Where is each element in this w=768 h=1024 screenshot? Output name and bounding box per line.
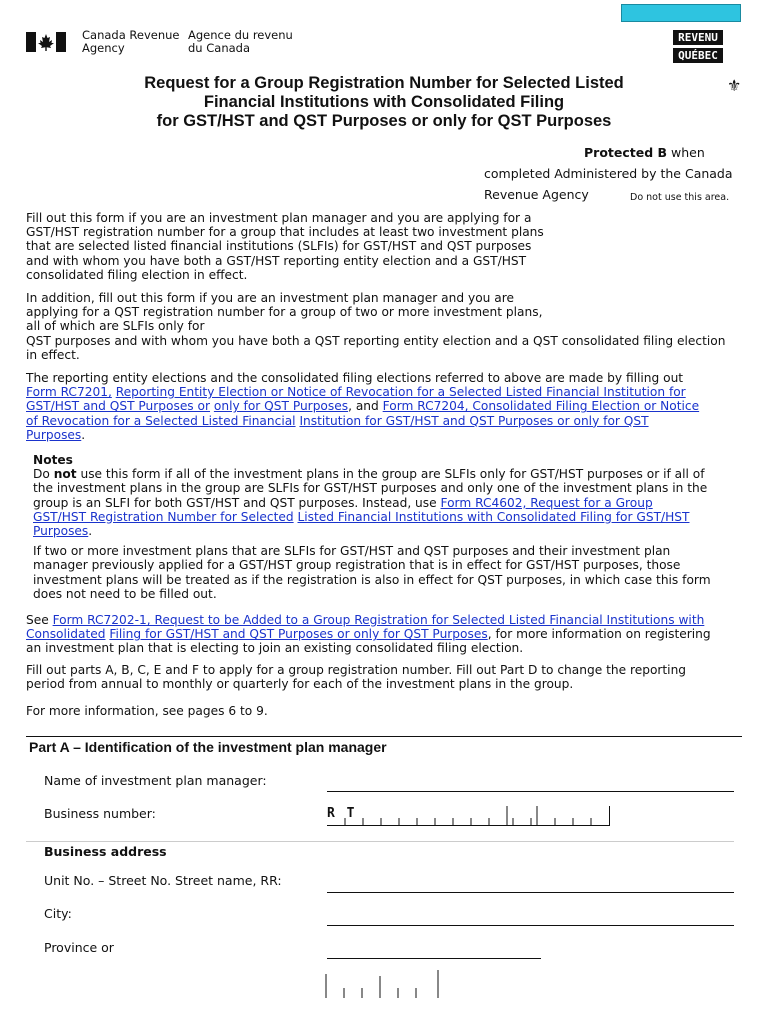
- business-address-divider: [26, 841, 734, 842]
- business-number-input[interactable]: [327, 806, 610, 826]
- link-form-rc7201[interactable]: Form RC7201,: [26, 385, 112, 400]
- street-address-label: Unit No. – Street No. Street name, RR:: [44, 873, 282, 888]
- link-form-rc7202-1-title-2[interactable]: Filing for GST/HST and QST Purposes or only for QST Purposes: [109, 627, 488, 642]
- link-form-rc7201-title-3[interactable]: only for QST Purposes: [213, 399, 349, 414]
- fill-out-instructions: Fill out parts A, B, C, E and F to apply for a group registration number. Fill out Part D to change the reporting period from annual to monthly or quarterly for each of the investment plans in the group.: [26, 663, 687, 692]
- intro-paragraph-3: The reporting entity elections and the consolidated filing elections referred to above are made by filling out Form RC7201, Reporting Entity Election or Notice of Revocation for a Selected Listed Financial Institution for GST/HST and QST Purposes or only for QST Purposes, and Form RC7204, Consolidated Filing Election or Notice of Revocation for a Selected Listed Financial Institution for GST/HST and QST Purposes or only for QST Purposes.: [26, 371, 700, 442]
- revenu-quebec-logo: REVENU QUÉBEC: [673, 30, 723, 68]
- link-form-rc7204-title-2[interactable]: Institution for GST/HST and QST Purposes or only for QST: [299, 413, 649, 428]
- link-form-rc7204[interactable]: Form RC7204, Consolidated Filing Election or Notice: [382, 399, 700, 414]
- link-form-rc7202-1-title[interactable]: Consolidated: [26, 627, 106, 642]
- business-number-label: Business number:: [44, 806, 156, 821]
- manager-name-label: Name of investment plan manager:: [44, 773, 267, 788]
- link-form-rc4602-title[interactable]: GST/HST Registration Number for Selected: [33, 509, 294, 524]
- link-form-rc7201-title[interactable]: Reporting Entity Election or Notice of Revocation for a Selected Listed Financial Institution for: [115, 385, 686, 400]
- link-form-rc7201-title-2[interactable]: GST/HST and QST Purposes or: [26, 399, 211, 414]
- canada-flag-icon: [26, 32, 66, 52]
- city-input[interactable]: [327, 925, 734, 926]
- part-a-heading: Part A – Identification of the investment plan manager: [29, 739, 387, 755]
- street-address-input[interactable]: [327, 892, 734, 893]
- link-form-rc4602-title-2[interactable]: Listed Financial Institutions with Consolidated Filing for GST/HST: [297, 509, 690, 524]
- business-address-heading: Business address: [44, 844, 167, 859]
- province-label: Province or: [44, 940, 114, 955]
- part-a-divider: [26, 736, 742, 737]
- fleur-de-lis-icon: ⚜: [727, 76, 742, 95]
- do-not-use-area-label: Do not use this area.: [630, 192, 730, 203]
- form-title: Request for a Group Registration Number for Selected Listed Financial Institutions with Consolidated Filing for GST/HST and QST Purposes or only for QST Purposes: [144, 74, 624, 130]
- link-form-rc7204-title[interactable]: of Revocation for a Selected Listed Financial: [26, 413, 296, 428]
- city-label: City:: [44, 906, 72, 921]
- top-barcode-area: [621, 4, 741, 22]
- link-form-rc4602[interactable]: Form RC4602, Request for a Group: [440, 495, 653, 510]
- link-form-rc4602-title-3[interactable]: Purposes: [33, 524, 89, 539]
- intro-paragraph-1: Fill out this form if you are an investment plan manager and you are applying for a GST/HST registration number for a group that includes at least two investment plans that are selected listed financial institutions (SLFIs) for GST/HST and QST purposes and with whom you have both a GST/HST reporting entity election and a GST/HST consolidated filing election in effect.: [26, 211, 544, 282]
- province-input[interactable]: [327, 958, 541, 959]
- agency-name-french: Agence du revenu du Canada: [188, 28, 293, 55]
- postal-code-input[interactable]: [322, 970, 442, 998]
- manager-name-input[interactable]: [327, 791, 734, 792]
- notes-section: Notes Do not use this form if all of the investment plans in the group are SLFIs only for GST/HST purposes or if all of the investment plans in the group are SLFIs for GST/HST purposes and only one of the investment plans in the group is an SLFI for both GST/HST and QST purposes. Instead, use Form RC4602, Request for a Group GST/HST Registration Number for Selected Listed Financial Institutions with Consolidated Filing for GST/HST Purposes. If two or more investment plans that are SLFIs for GST/HST and QST purposes and their investment plan manager previously applied for a GST/HST group registration that is in effect for GST/HST purposes, those investment plans will be treated as if the registration is also in effect for QST purposes, in which case this form does not need to be filled out.: [33, 453, 747, 601]
- link-form-rc7202-1[interactable]: Form RC7202-1, Request to be Added to a Group Registration for Selected Listed Financial Institutions with: [52, 613, 705, 627]
- link-form-rc7204-title-3[interactable]: Purposes: [26, 427, 82, 442]
- agency-name-english: Canada Revenue Agency: [82, 28, 180, 55]
- notes-heading: Notes: [33, 453, 73, 467]
- business-number-prefix: R T: [327, 806, 357, 821]
- more-info-text: For more information, see pages 6 to 9.: [26, 704, 268, 718]
- see-paragraph: See Form RC7202-1, Request to be Added to a Group Registration for Selected Listed Financial Institutions with Consolidated Filing for GST/HST and QST Purposes or only for QST Purposes, for more information on registering an investment plan that is electing to join an existing consolidated filing election.: [26, 613, 711, 656]
- intro-paragraph-2: In addition, fill out this form if you are an investment plan manager and you are applying for a QST registration number for a group of two or more investment plans, all of which are SLFIs only for QST purposes and with whom you have both a QST reporting entity election and a QST consolidated filing election in effect.: [26, 291, 726, 362]
- protected-b-notice: Protected B when completed Administered by the Canada Revenue Agency: [484, 145, 733, 202]
